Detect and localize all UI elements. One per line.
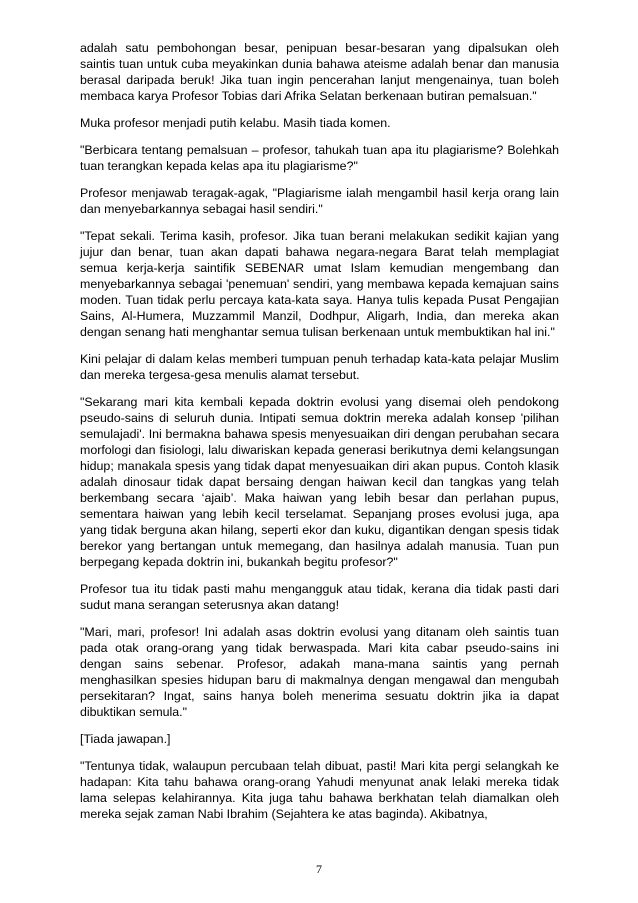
page-body xyxy=(80,40,559,833)
paragraph-9: "Mari, mari, profesor! Ini adalah asas doktrin evolusi yang ditanam oleh saintis tuan pada otak orang-orang yang tidak berwaspada. Mari kita cabar pseudo-sains ini dengan sains sebenar. Profesor, adakah mana-mana saintis yang pernah menghasilkan spesies hidupan baru di makmalnya dengan mengawal dan mengubah persekitaran? Ingat, sains hanya boleh menerima sesuatu doktrin jika ia dapat dibuktikan semula." xyxy=(80,625,559,719)
paragraph-5: "Tepat sekali. Terima kasih, profesor. Jika tuan berani melakukan sedikit kajian yang jujur dan benar, tuan akan dapati bahawa negara-negara Barat telah memplagiat semua kerja-kerja saintifik SEBENAR umat Islam kemudian mengembang dan menyebarkannya sebagai 'penemuan' sendiri, yang membawa kepada kemajuan sains moden. Tuan tidak perlu percaya kata-kata saya. Hanya tulis kepada Pusat Pengajian Sains, Al-Humera, Muzzammil Manzil, Dodhpur, Aligarh, India, dan mereka akan dengan senang hati menghantar semua tulisan berkenaan untuk membuktikan hal ini." xyxy=(80,229,559,339)
paragraph-6: Kini pelajar di dalam kelas memberi tumpuan penuh terhadap kata-kata pelajar Muslim dan mereka tergesa-gesa menulis alamat tersebut. xyxy=(80,352,559,382)
paragraph-11: "Tentunya tidak, walaupun percubaan telah dibuat, pasti! Mari kita pergi selangkah ke hadapan: Kita tahu bahawa orang-orang Yahudi menyunat anak lelaki mereka tidak lama selepas kelahirannya. Kita juga tahu bahawa berkhatan telah diamalkan oleh mereka sejak zaman Nabi Ibrahim (Sejahtera ke atas baginda). Akibatnya, xyxy=(80,759,559,821)
paragraph-7: "Sekarang mari kita kembali kepada doktrin evolusi yang disemai oleh pendokong pseudo-sains di seluruh dunia. Intipati semua doktrin mereka adalah konsep 'pilihan semulajadi'. Ini bermakna bahawa spesis menyesuaikan diri dengan perubahan secara morfologi dan fisiologi, lalu diwariskan kepada generasi berikutnya demi kelangsungan hidup; manakala spesis yang tidak dapat menyesuaikan diri akan pupus. Contoh klasik adalah dinosaur tidak dapat bersaing dengan haiwan kecil dan tangkas yang telah berkembang secara ‘ajaib’. Maka haiwan yang lebih besar dan perlahan pupus, sementara haiwan yang lebih kecil terselamat. Sepanjang proses evolusi juga, apa yang tidak berguna akan hilang, seperti ekor dan kuku, digantikan dengan spesis tidak berekor yang bertangan untuk memegang, dan hasilnya adalah manusia. Tuan pun berpegang kepada doktrin ini, bukankah begitu profesor?" xyxy=(80,395,559,569)
page-number: 7 xyxy=(316,862,322,876)
paragraph-1: adalah satu pembohongan besar, penipuan besar-besaran yang dipalsukan oleh saintis tuan untuk cuba meyakinkan dunia bahawa ateisme adalah benar dan manusia berasal daripada beruk! Jika tuan ingin pencerahan lanjut mengenainya, tuan boleh membaca karya Profesor Tobias dari Afrika Selatan berkenaan butiran pemalsuan." xyxy=(80,41,559,103)
paragraph-3: "Berbicara tentang pemalsuan – profesor, tahukah tuan apa itu plagiarisme? Bolehkah tuan terangkan kepada kelas apa itu plagiarisme?" xyxy=(80,143,559,173)
paragraph-4: Profesor menjawab teragak-agak, "Plagiarisme ialah mengambil hasil kerja orang lain dan menyebarkannya sebagai hasil sendiri." xyxy=(80,186,559,216)
paragraph-2: Muka profesor menjadi putih kelabu. Masih tiada komen. xyxy=(80,116,391,130)
paragraph-8: Profesor tua itu tidak pasti mahu mengangguk atau tidak, kerana dia tidak pasti dari sudut mana serangan seterusnya akan datang! xyxy=(80,582,559,612)
paragraph-10: [Tiada jawapan.] xyxy=(80,732,171,746)
